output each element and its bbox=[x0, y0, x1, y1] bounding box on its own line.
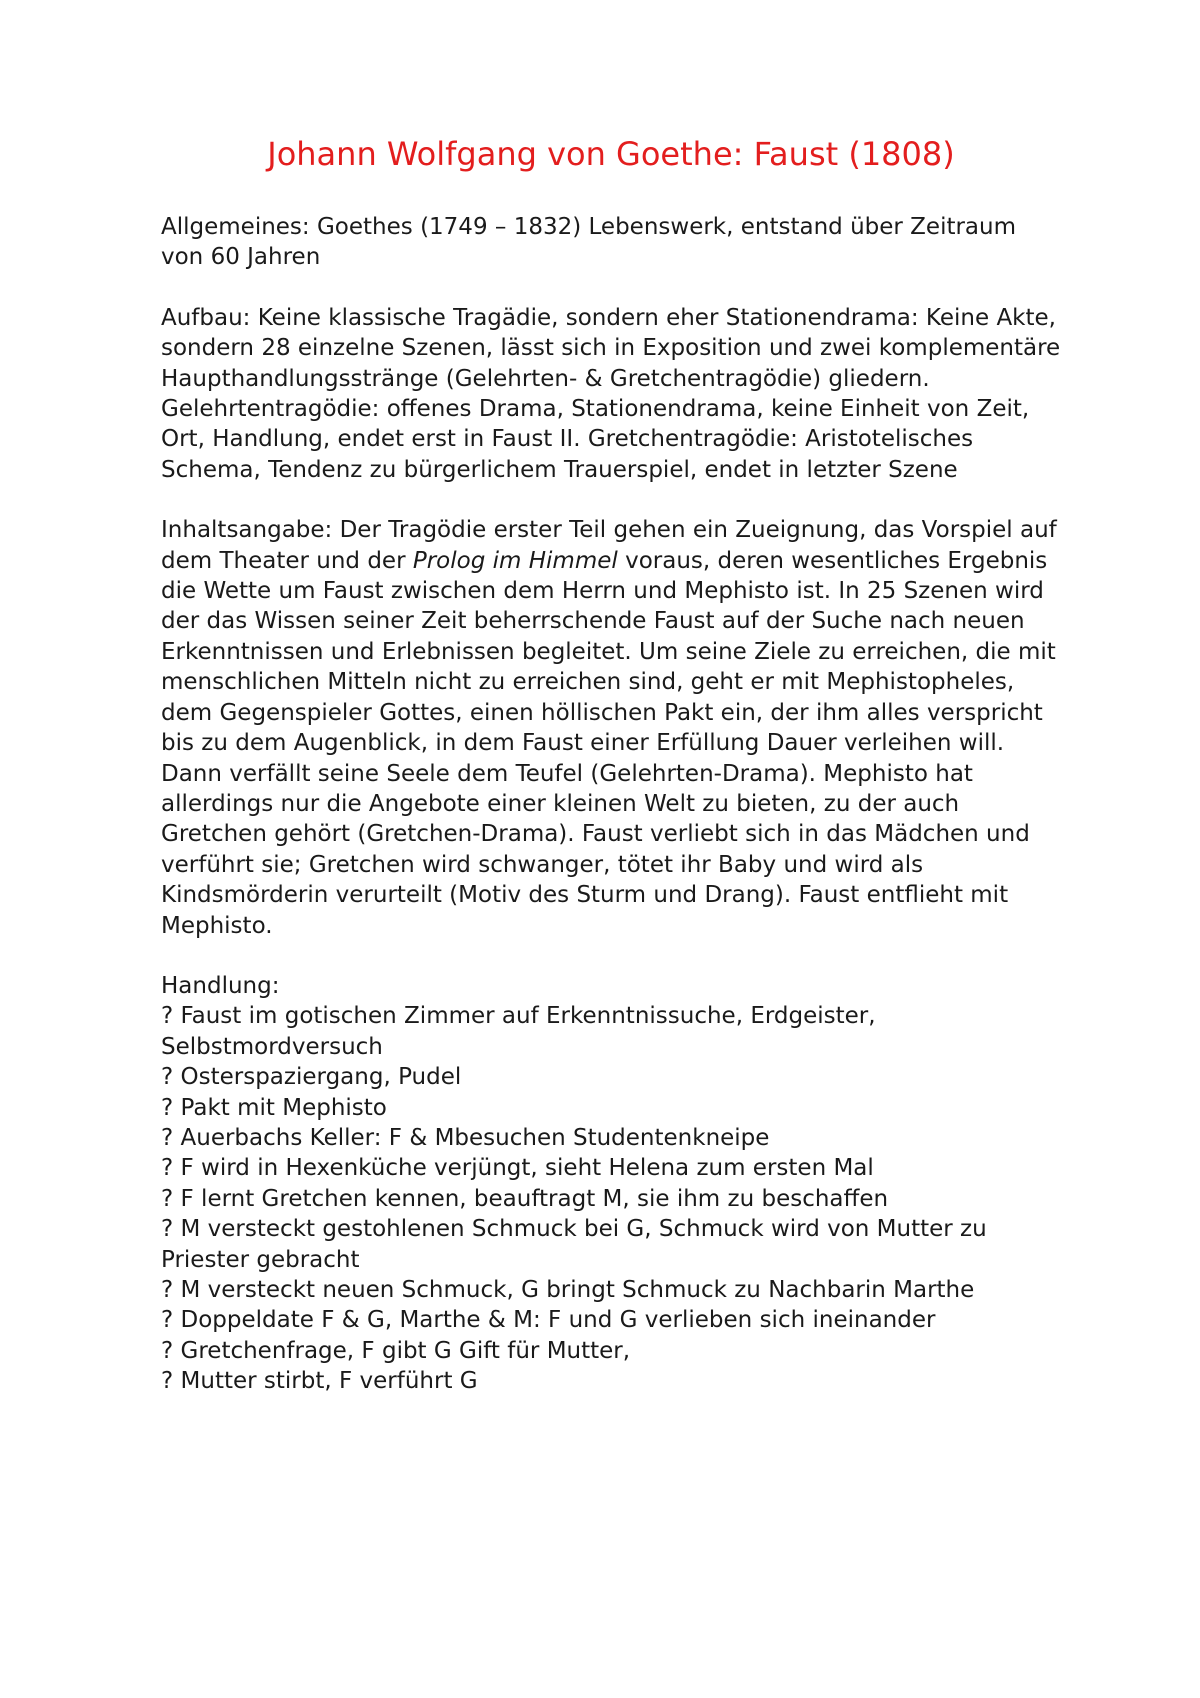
section-aufbau bbox=[161, 303, 1061, 485]
list-item: ? Pakt mit Mephisto bbox=[161, 1094, 387, 1121]
list-item: ? M versteckt gestohlenen Schmuck bei G, Schmuck wird von Mutter zu Priester gebracht bbox=[161, 1216, 987, 1273]
inhaltsangabe-text-start: Inhaltsangabe: Der Tragödie erster Teil gehen ein Zueignung, das Vorspiel auf dem Theater und der bbox=[161, 517, 1057, 574]
handlung-list bbox=[161, 1001, 1061, 1396]
aufbau-text: Aufbau: Keine klassische Tragädie, sondern eher Stationendrama: Keine Akte, sondern 28 einzelne Szenen, lässt sich in Exposition und zwei komplementäre Haupthandlungsstränge (Gelehrten- & Gretchentragödie) gliedern. Gelehrtentragödie: offenes Drama, Stationendrama, keine Einheit von Zeit, Ort, Handlung, endet erst in Faust II. Gretchentragödie: Aristotelisches Schema, Tendenz zu bürgerlichem Trauerspiel, endet in letzter Szene bbox=[161, 304, 1061, 483]
list-item: ? Gretchenfrage, F gibt G Gift für Mutter, bbox=[161, 1337, 631, 1364]
list-item: ? Faust im gotischen Zimmer auf Erkenntnissuche, Erdgeister, Selbstmordversuch bbox=[161, 1003, 876, 1060]
document-title: Johann Wolfgang von Goethe: Faust (1808) bbox=[267, 135, 955, 173]
list-item: ? F wird in Hexenküche verjüngt, sieht Helena zum ersten Mal bbox=[161, 1155, 874, 1182]
list-item: ? Auerbachs Keller: F & Mbesuchen Studentenkneipe bbox=[161, 1124, 770, 1151]
list-item: ? F lernt Gretchen kennen, beauftragt M, sie ihm zu beschaffen bbox=[161, 1185, 889, 1212]
list-item: ? Doppeldate F & G, Marthe & M: F und G verlieben sich ineinander bbox=[161, 1307, 936, 1334]
section-handlung bbox=[161, 971, 1061, 1397]
allgemeines-text: Allgemeines: Goethes (1749 – 1832) Lebenswerk, entstand über Zeitraum von 60 Jahren bbox=[161, 214, 1017, 271]
handlung-heading: Handlung: bbox=[161, 972, 280, 999]
document-body bbox=[161, 134, 1061, 1427]
list-item: ? Osterspaziergang, Pudel bbox=[161, 1064, 462, 1091]
section-allgemeines bbox=[161, 212, 1061, 273]
inhaltsangabe-text bbox=[161, 515, 1061, 941]
prolog-im-himmel-italic: Prolog im Himmel bbox=[412, 547, 618, 574]
section-inhaltsangabe bbox=[161, 515, 1061, 941]
list-item: ? M versteckt neuen Schmuck, G bringt Schmuck zu Nachbarin Marthe bbox=[161, 1277, 975, 1303]
list-item: ? Mutter stirbt, F verführt G bbox=[161, 1368, 478, 1395]
inhaltsangabe-text-end: voraus, deren wesentliches Ergebnis die Wette um Faust zwischen dem Herrn und Mephisto ist. In 25 Szenen wird der das Wissen seiner Zeit beherrschende Faust auf der Suche nach neuen Erkenntnissen und Erlebnissen begleitet. Um seine Ziele zu erreichen, die mit menschlichen Mitteln nicht zu erreichen sind, geht er mit Mephistopheles, dem Gegenspieler Gottes, einen höllischen Pakt ein, der ihm alles verspricht bis zu dem Augenblick, in dem Faust einer Erfüllung Dauer verleihen will. Dann verfällt seine Seele dem Teufel (Gelehrten-Drama). Mephisto hat allerdings nur die Angebote einer kleinen Welt zu bieten, zu der auch Gretchen gehört (Gretchen-Drama). Faust verliebt sich in das Mädchen und verführt sie; Gretchen wird schwanger, tötet ihr Baby und wird als Kindsmörderin verurteilt (Motiv des Sturm und Drang). Faust entflieht mit Mephisto. bbox=[161, 547, 1056, 939]
